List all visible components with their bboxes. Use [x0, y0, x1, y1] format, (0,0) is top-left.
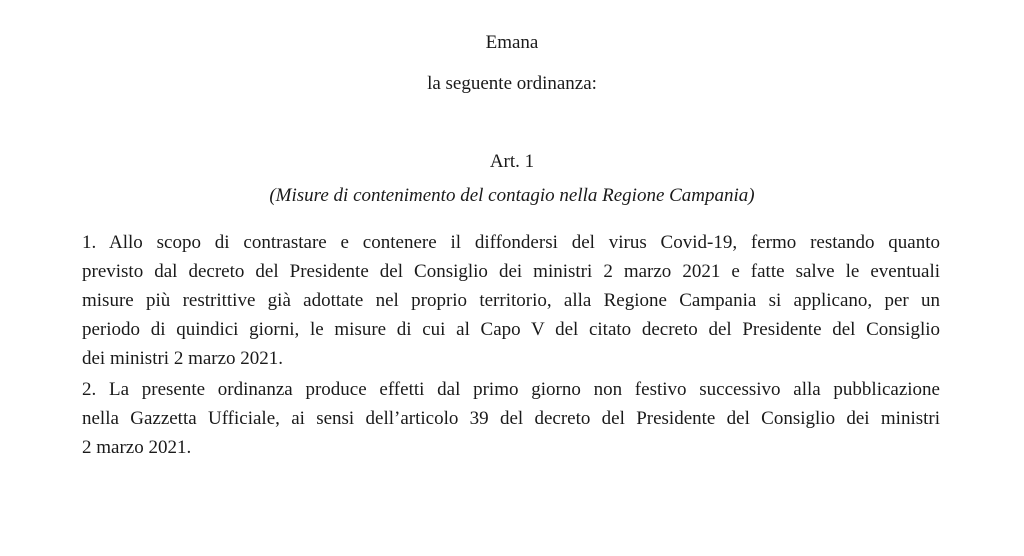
paragraph-line: dei ministri 2 marzo 2021. — [82, 348, 284, 369]
paragraph-line: 2 marzo 2021. — [82, 437, 192, 458]
paragraph-2 — [82, 375, 940, 462]
paragraph-line: nella Gazzetta Ufficiale, ai sensi dell’articolo 39 del decreto del Presidente del Consiglio dei ministri — [82, 408, 940, 429]
paragraph-line: periodo di quindici giorni, le misure di cui al Capo V del citato decreto del Presidente del Consiglio — [82, 319, 940, 340]
paragraph-line: misure più restrittive già adottate nel proprio territorio, alla Regione Campania si applicano, per un — [82, 290, 940, 311]
article-subtitle: (Misure di contenimento del contagio nella Regione Campania) — [269, 185, 755, 206]
paragraph-1 — [82, 228, 940, 373]
paragraph-line: 2. La presente ordinanza produce effetti dal primo giorno non festivo successivo alla pubblicazione — [82, 379, 940, 400]
ordinance-intro: la seguente ordinanza: — [427, 73, 597, 94]
emana-heading: Emana — [485, 32, 539, 53]
paragraph-line: previsto dal decreto del Presidente del Consiglio dei ministri 2 marzo 2021 e fatte salve le eventuali — [82, 261, 940, 282]
article-title: Art. 1 — [489, 151, 535, 172]
paragraph-line: 1. Allo scopo di contrastare e contenere il diffondersi del virus Covid-19, fermo restando quanto — [82, 232, 940, 253]
